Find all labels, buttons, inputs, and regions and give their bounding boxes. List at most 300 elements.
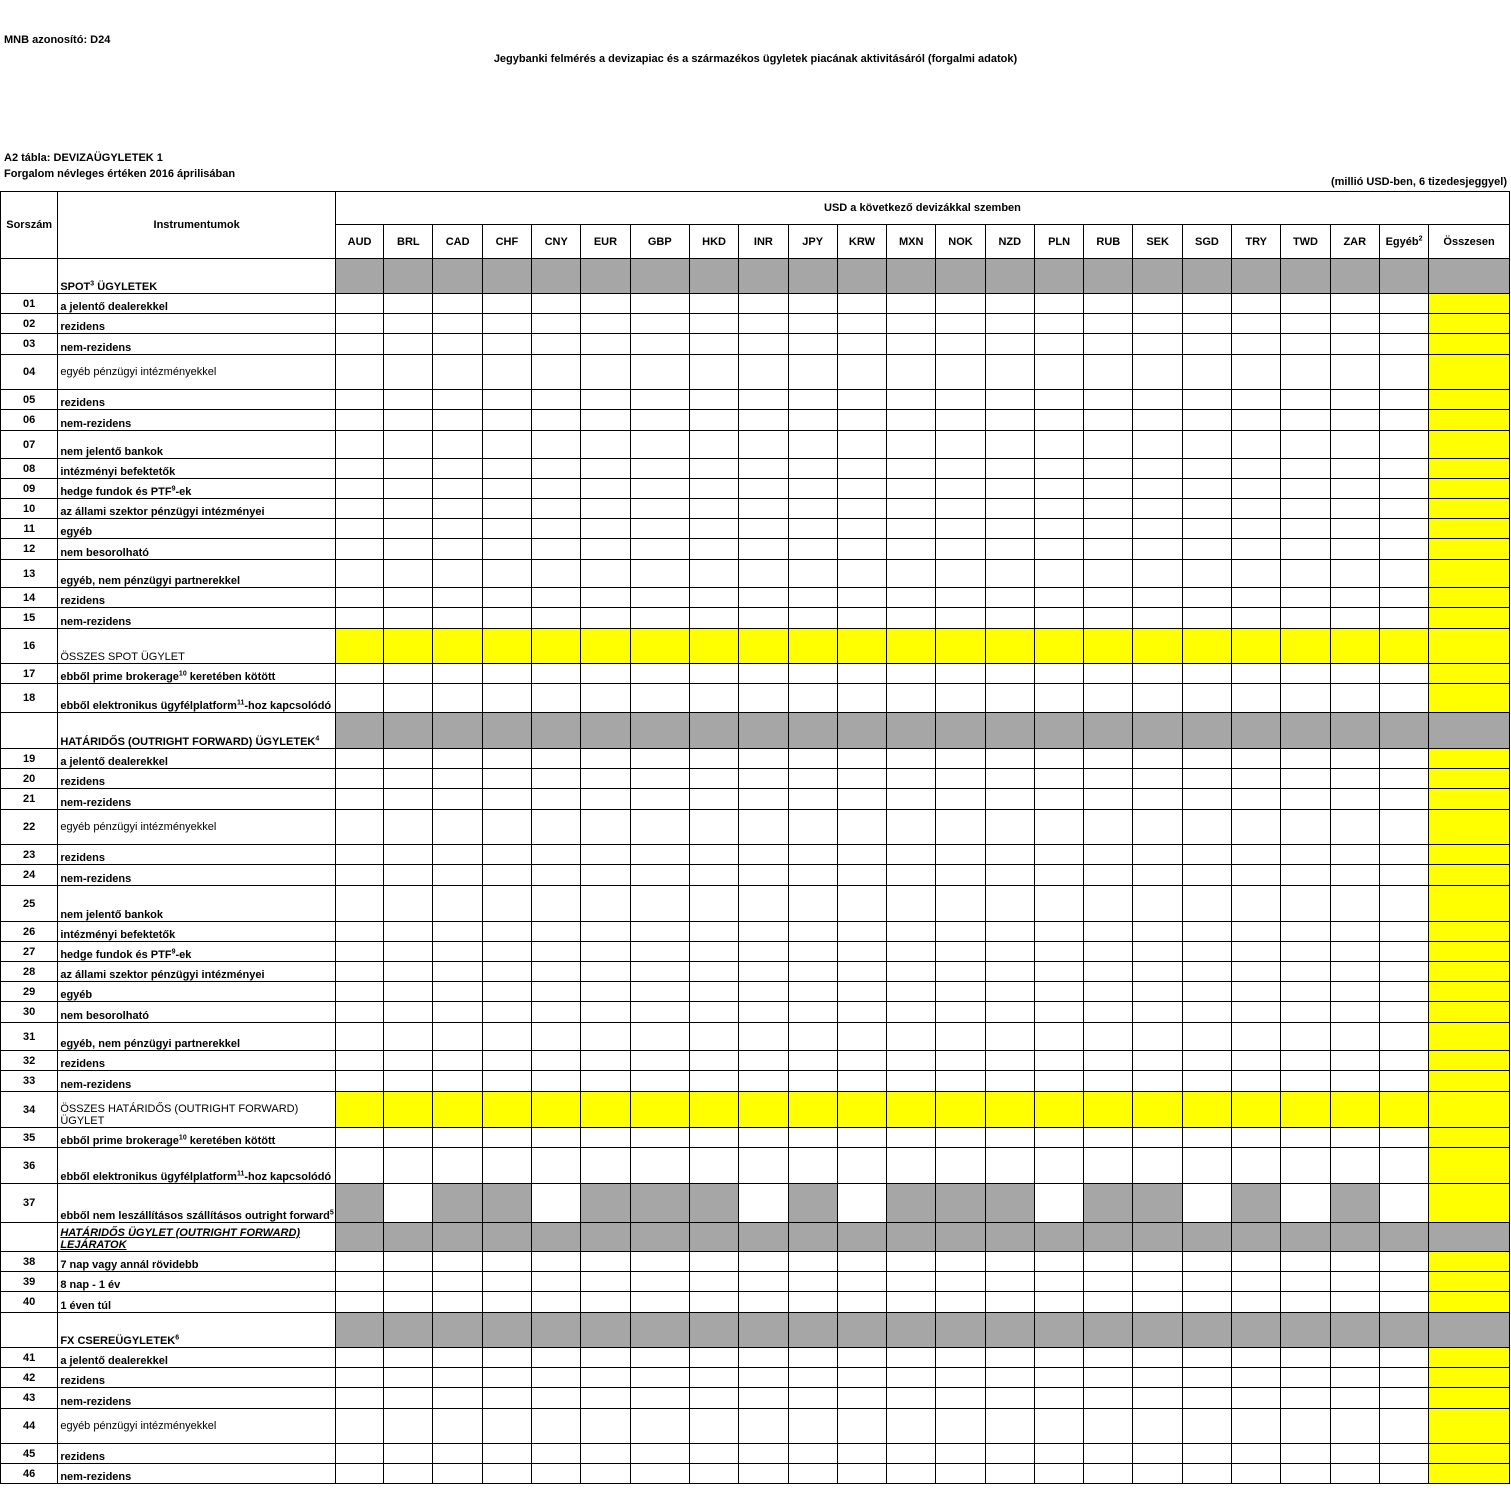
value-cell[interactable]	[335, 1272, 383, 1292]
value-cell[interactable]	[1084, 459, 1133, 479]
value-cell[interactable]	[1379, 1464, 1428, 1484]
value-cell[interactable]	[788, 390, 837, 410]
value-cell[interactable]	[433, 1148, 482, 1184]
value-cell[interactable]	[1232, 294, 1281, 314]
value-cell[interactable]	[689, 390, 738, 410]
value-cell[interactable]	[532, 519, 581, 539]
value-cell[interactable]	[887, 810, 936, 845]
value-cell[interactable]	[1379, 922, 1428, 942]
value-cell[interactable]	[739, 1388, 788, 1409]
value-cell[interactable]	[433, 608, 482, 629]
value-cell[interactable]	[482, 1128, 531, 1148]
value-cell[interactable]	[1034, 588, 1083, 608]
value-cell[interactable]	[1034, 1184, 1083, 1223]
value-cell[interactable]	[837, 810, 886, 845]
value-cell[interactable]	[837, 410, 886, 431]
value-cell[interactable]	[433, 334, 482, 355]
value-cell[interactable]	[1281, 982, 1330, 1002]
value-cell[interactable]	[739, 499, 788, 519]
value-cell[interactable]	[1182, 431, 1231, 459]
value-cell[interactable]	[887, 962, 936, 982]
value-cell[interactable]	[433, 431, 482, 459]
value-cell[interactable]	[1379, 499, 1428, 519]
value-cell[interactable]	[630, 789, 689, 810]
value-cell[interactable]	[739, 886, 788, 922]
value-cell[interactable]	[1330, 769, 1379, 789]
value-cell[interactable]	[1281, 608, 1330, 629]
value-cell[interactable]	[384, 1464, 433, 1484]
value-cell[interactable]	[1034, 886, 1083, 922]
value-cell[interactable]	[1034, 1051, 1083, 1071]
value-cell[interactable]	[1281, 334, 1330, 355]
value-cell[interactable]	[1330, 1023, 1379, 1051]
value-cell[interactable]	[1034, 519, 1083, 539]
value-cell[interactable]	[1182, 1368, 1231, 1388]
value-cell[interactable]	[1084, 684, 1133, 713]
value-cell[interactable]	[1133, 499, 1182, 519]
value-cell[interactable]	[689, 664, 738, 684]
value-cell[interactable]	[433, 942, 482, 962]
value-cell[interactable]	[887, 845, 936, 865]
value-cell[interactable]	[1330, 560, 1379, 588]
value-cell[interactable]	[1232, 1051, 1281, 1071]
value-cell[interactable]	[384, 1348, 433, 1368]
value-cell[interactable]	[630, 519, 689, 539]
value-cell[interactable]	[936, 1444, 985, 1464]
value-cell[interactable]	[433, 789, 482, 810]
value-cell[interactable]	[1379, 1409, 1428, 1444]
value-cell[interactable]	[1182, 334, 1231, 355]
value-cell[interactable]	[532, 789, 581, 810]
value-cell[interactable]	[936, 314, 985, 334]
value-cell[interactable]	[1133, 539, 1182, 560]
value-cell[interactable]	[1379, 1444, 1428, 1464]
value-cell[interactable]	[1034, 539, 1083, 560]
value-cell[interactable]	[335, 294, 383, 314]
value-cell[interactable]	[335, 886, 383, 922]
value-cell[interactable]	[837, 1368, 886, 1388]
value-cell[interactable]	[936, 789, 985, 810]
value-cell[interactable]	[1182, 1023, 1231, 1051]
value-cell[interactable]	[788, 769, 837, 789]
value-cell[interactable]	[739, 1023, 788, 1051]
value-cell[interactable]	[630, 1002, 689, 1023]
value-cell[interactable]	[837, 479, 886, 499]
value-cell[interactable]	[581, 982, 630, 1002]
value-cell[interactable]	[1379, 1388, 1428, 1409]
value-cell[interactable]	[837, 1071, 886, 1092]
value-cell[interactable]	[936, 499, 985, 519]
value-cell[interactable]	[1281, 314, 1330, 334]
value-cell[interactable]	[887, 886, 936, 922]
value-cell[interactable]	[581, 355, 630, 390]
value-cell[interactable]	[482, 1051, 531, 1071]
value-cell[interactable]	[1084, 1071, 1133, 1092]
value-cell[interactable]	[1281, 886, 1330, 922]
value-cell[interactable]	[433, 539, 482, 560]
value-cell[interactable]	[887, 1409, 936, 1444]
value-cell[interactable]	[581, 922, 630, 942]
value-cell[interactable]	[1232, 314, 1281, 334]
value-cell[interactable]	[1232, 749, 1281, 769]
value-cell[interactable]	[887, 294, 936, 314]
value-cell[interactable]	[1133, 1272, 1182, 1292]
value-cell[interactable]	[1034, 410, 1083, 431]
value-cell[interactable]	[482, 410, 531, 431]
value-cell[interactable]	[887, 588, 936, 608]
value-cell[interactable]	[837, 1444, 886, 1464]
value-cell[interactable]	[630, 1368, 689, 1388]
value-cell[interactable]	[482, 1272, 531, 1292]
value-cell[interactable]	[788, 922, 837, 942]
value-cell[interactable]	[482, 314, 531, 334]
value-cell[interactable]	[985, 459, 1034, 479]
value-cell[interactable]	[1182, 922, 1231, 942]
value-cell[interactable]	[985, 1348, 1034, 1368]
value-cell[interactable]	[689, 608, 738, 629]
value-cell[interactable]	[887, 410, 936, 431]
value-cell[interactable]	[1330, 1368, 1379, 1388]
value-cell[interactable]	[581, 519, 630, 539]
value-cell[interactable]	[1281, 410, 1330, 431]
value-cell[interactable]	[1281, 1128, 1330, 1148]
value-cell[interactable]	[1379, 519, 1428, 539]
value-cell[interactable]	[689, 560, 738, 588]
value-cell[interactable]	[887, 519, 936, 539]
value-cell[interactable]	[788, 294, 837, 314]
value-cell[interactable]	[788, 1148, 837, 1184]
value-cell[interactable]	[1379, 1272, 1428, 1292]
value-cell[interactable]	[630, 810, 689, 845]
value-cell[interactable]	[936, 1368, 985, 1388]
value-cell[interactable]	[482, 1464, 531, 1484]
value-cell[interactable]	[1232, 1023, 1281, 1051]
value-cell[interactable]	[335, 588, 383, 608]
value-cell[interactable]	[433, 1051, 482, 1071]
value-cell[interactable]	[335, 789, 383, 810]
value-cell[interactable]	[1133, 1409, 1182, 1444]
value-cell[interactable]	[1182, 789, 1231, 810]
value-cell[interactable]	[788, 789, 837, 810]
value-cell[interactable]	[1182, 608, 1231, 629]
value-cell[interactable]	[532, 810, 581, 845]
value-cell[interactable]	[1182, 1348, 1231, 1368]
value-cell[interactable]	[1084, 810, 1133, 845]
value-cell[interactable]	[985, 789, 1034, 810]
value-cell[interactable]	[630, 1348, 689, 1368]
value-cell[interactable]	[689, 1002, 738, 1023]
value-cell[interactable]	[1232, 845, 1281, 865]
value-cell[interactable]	[581, 1252, 630, 1272]
value-cell[interactable]	[689, 1348, 738, 1368]
value-cell[interactable]	[1281, 431, 1330, 459]
value-cell[interactable]	[630, 294, 689, 314]
value-cell[interactable]	[1034, 1023, 1083, 1051]
value-cell[interactable]	[482, 886, 531, 922]
value-cell[interactable]	[1034, 810, 1083, 845]
value-cell[interactable]	[532, 922, 581, 942]
value-cell[interactable]	[936, 664, 985, 684]
value-cell[interactable]	[1281, 560, 1330, 588]
value-cell[interactable]	[482, 1292, 531, 1313]
value-cell[interactable]	[1232, 942, 1281, 962]
value-cell[interactable]	[1133, 1292, 1182, 1313]
value-cell[interactable]	[630, 962, 689, 982]
value-cell[interactable]	[887, 1148, 936, 1184]
value-cell[interactable]	[739, 519, 788, 539]
value-cell[interactable]	[1232, 608, 1281, 629]
value-cell[interactable]	[788, 1368, 837, 1388]
value-cell[interactable]	[1084, 294, 1133, 314]
value-cell[interactable]	[985, 431, 1034, 459]
value-cell[interactable]	[384, 810, 433, 845]
value-cell[interactable]	[433, 982, 482, 1002]
value-cell[interactable]	[1133, 390, 1182, 410]
value-cell[interactable]	[630, 1148, 689, 1184]
value-cell[interactable]	[985, 519, 1034, 539]
value-cell[interactable]	[936, 334, 985, 355]
value-cell[interactable]	[433, 845, 482, 865]
value-cell[interactable]	[335, 684, 383, 713]
value-cell[interactable]	[482, 459, 531, 479]
value-cell[interactable]	[1084, 769, 1133, 789]
value-cell[interactable]	[788, 810, 837, 845]
value-cell[interactable]	[532, 962, 581, 982]
value-cell[interactable]	[384, 355, 433, 390]
value-cell[interactable]	[384, 1002, 433, 1023]
value-cell[interactable]	[433, 1252, 482, 1272]
value-cell[interactable]	[1330, 789, 1379, 810]
value-cell[interactable]	[739, 1348, 788, 1368]
value-cell[interactable]	[581, 499, 630, 519]
value-cell[interactable]	[689, 1388, 738, 1409]
value-cell[interactable]	[532, 1071, 581, 1092]
value-cell[interactable]	[985, 314, 1034, 334]
value-cell[interactable]	[837, 560, 886, 588]
value-cell[interactable]	[1034, 769, 1083, 789]
value-cell[interactable]	[1281, 1252, 1330, 1272]
value-cell[interactable]	[837, 1184, 886, 1223]
value-cell[interactable]	[482, 1148, 531, 1184]
value-cell[interactable]	[335, 410, 383, 431]
value-cell[interactable]	[433, 294, 482, 314]
value-cell[interactable]	[384, 749, 433, 769]
value-cell[interactable]	[1232, 886, 1281, 922]
value-cell[interactable]	[630, 942, 689, 962]
value-cell[interactable]	[788, 314, 837, 334]
value-cell[interactable]	[1034, 942, 1083, 962]
value-cell[interactable]	[1034, 334, 1083, 355]
value-cell[interactable]	[837, 1148, 886, 1184]
value-cell[interactable]	[985, 664, 1034, 684]
value-cell[interactable]	[630, 664, 689, 684]
value-cell[interactable]	[482, 560, 531, 588]
value-cell[interactable]	[1182, 355, 1231, 390]
value-cell[interactable]	[936, 1272, 985, 1292]
value-cell[interactable]	[936, 1348, 985, 1368]
value-cell[interactable]	[482, 664, 531, 684]
value-cell[interactable]	[1281, 1464, 1330, 1484]
value-cell[interactable]	[985, 588, 1034, 608]
value-cell[interactable]	[985, 942, 1034, 962]
value-cell[interactable]	[689, 982, 738, 1002]
value-cell[interactable]	[1330, 1071, 1379, 1092]
value-cell[interactable]	[887, 1292, 936, 1313]
value-cell[interactable]	[936, 982, 985, 1002]
value-cell[interactable]	[1182, 539, 1231, 560]
value-cell[interactable]	[630, 982, 689, 1002]
value-cell[interactable]	[887, 1272, 936, 1292]
value-cell[interactable]	[581, 1002, 630, 1023]
value-cell[interactable]	[482, 390, 531, 410]
value-cell[interactable]	[1133, 519, 1182, 539]
value-cell[interactable]	[689, 942, 738, 962]
value-cell[interactable]	[482, 962, 531, 982]
value-cell[interactable]	[482, 982, 531, 1002]
value-cell[interactable]	[887, 334, 936, 355]
value-cell[interactable]	[1330, 664, 1379, 684]
value-cell[interactable]	[1182, 1184, 1231, 1223]
value-cell[interactable]	[739, 962, 788, 982]
value-cell[interactable]	[985, 1252, 1034, 1272]
value-cell[interactable]	[887, 1128, 936, 1148]
value-cell[interactable]	[1084, 982, 1133, 1002]
value-cell[interactable]	[1232, 1128, 1281, 1148]
value-cell[interactable]	[1182, 942, 1231, 962]
value-cell[interactable]	[1232, 560, 1281, 588]
value-cell[interactable]	[788, 1292, 837, 1313]
value-cell[interactable]	[1379, 1252, 1428, 1272]
value-cell[interactable]	[1281, 355, 1330, 390]
value-cell[interactable]	[1182, 1051, 1231, 1071]
value-cell[interactable]	[689, 334, 738, 355]
value-cell[interactable]	[1133, 684, 1182, 713]
value-cell[interactable]	[788, 334, 837, 355]
value-cell[interactable]	[532, 608, 581, 629]
value-cell[interactable]	[433, 560, 482, 588]
value-cell[interactable]	[1330, 1348, 1379, 1368]
value-cell[interactable]	[1379, 560, 1428, 588]
value-cell[interactable]	[985, 982, 1034, 1002]
value-cell[interactable]	[1330, 684, 1379, 713]
value-cell[interactable]	[581, 334, 630, 355]
value-cell[interactable]	[335, 982, 383, 1002]
value-cell[interactable]	[1281, 1368, 1330, 1388]
value-cell[interactable]	[985, 810, 1034, 845]
value-cell[interactable]	[689, 769, 738, 789]
value-cell[interactable]	[936, 390, 985, 410]
value-cell[interactable]	[1330, 1444, 1379, 1464]
value-cell[interactable]	[689, 865, 738, 886]
value-cell[interactable]	[788, 1444, 837, 1464]
value-cell[interactable]	[1281, 845, 1330, 865]
value-cell[interactable]	[482, 355, 531, 390]
value-cell[interactable]	[985, 769, 1034, 789]
value-cell[interactable]	[1281, 942, 1330, 962]
value-cell[interactable]	[1330, 499, 1379, 519]
value-cell[interactable]	[1084, 355, 1133, 390]
value-cell[interactable]	[985, 608, 1034, 629]
value-cell[interactable]	[433, 390, 482, 410]
value-cell[interactable]	[1034, 1148, 1083, 1184]
value-cell[interactable]	[1034, 962, 1083, 982]
value-cell[interactable]	[739, 355, 788, 390]
value-cell[interactable]	[985, 865, 1034, 886]
value-cell[interactable]	[1084, 1368, 1133, 1388]
value-cell[interactable]	[482, 1002, 531, 1023]
value-cell[interactable]	[788, 1464, 837, 1484]
value-cell[interactable]	[384, 294, 433, 314]
value-cell[interactable]	[1182, 1071, 1231, 1092]
value-cell[interactable]	[433, 355, 482, 390]
value-cell[interactable]	[739, 1252, 788, 1272]
value-cell[interactable]	[788, 1128, 837, 1148]
value-cell[interactable]	[1281, 1292, 1330, 1313]
value-cell[interactable]	[1281, 1071, 1330, 1092]
value-cell[interactable]	[1281, 539, 1330, 560]
value-cell[interactable]	[384, 499, 433, 519]
value-cell[interactable]	[936, 519, 985, 539]
value-cell[interactable]	[1330, 479, 1379, 499]
value-cell[interactable]	[335, 942, 383, 962]
value-cell[interactable]	[788, 608, 837, 629]
value-cell[interactable]	[1133, 1252, 1182, 1272]
value-cell[interactable]	[1182, 1128, 1231, 1148]
value-cell[interactable]	[1281, 962, 1330, 982]
value-cell[interactable]	[1281, 390, 1330, 410]
value-cell[interactable]	[1133, 355, 1182, 390]
value-cell[interactable]	[837, 390, 886, 410]
value-cell[interactable]	[1330, 1388, 1379, 1409]
value-cell[interactable]	[1232, 1148, 1281, 1184]
value-cell[interactable]	[739, 1368, 788, 1388]
value-cell[interactable]	[1084, 608, 1133, 629]
value-cell[interactable]	[581, 962, 630, 982]
value-cell[interactable]	[532, 1388, 581, 1409]
value-cell[interactable]	[384, 1368, 433, 1388]
value-cell[interactable]	[1281, 294, 1330, 314]
value-cell[interactable]	[887, 789, 936, 810]
value-cell[interactable]	[581, 431, 630, 459]
value-cell[interactable]	[581, 1128, 630, 1148]
value-cell[interactable]	[837, 499, 886, 519]
value-cell[interactable]	[1133, 664, 1182, 684]
value-cell[interactable]	[433, 410, 482, 431]
value-cell[interactable]	[433, 1348, 482, 1368]
value-cell[interactable]	[581, 1444, 630, 1464]
value-cell[interactable]	[581, 845, 630, 865]
value-cell[interactable]	[1133, 810, 1182, 845]
value-cell[interactable]	[532, 1252, 581, 1272]
value-cell[interactable]	[1281, 664, 1330, 684]
value-cell[interactable]	[1232, 519, 1281, 539]
value-cell[interactable]	[1084, 749, 1133, 769]
value-cell[interactable]	[689, 519, 738, 539]
value-cell[interactable]	[581, 664, 630, 684]
value-cell[interactable]	[433, 459, 482, 479]
value-cell[interactable]	[788, 1071, 837, 1092]
value-cell[interactable]	[739, 431, 788, 459]
value-cell[interactable]	[482, 845, 531, 865]
value-cell[interactable]	[788, 459, 837, 479]
value-cell[interactable]	[1330, 942, 1379, 962]
value-cell[interactable]	[837, 1292, 886, 1313]
value-cell[interactable]	[1182, 1272, 1231, 1292]
value-cell[interactable]	[1232, 1348, 1281, 1368]
value-cell[interactable]	[532, 1148, 581, 1184]
value-cell[interactable]	[1330, 390, 1379, 410]
value-cell[interactable]	[1133, 1348, 1182, 1368]
